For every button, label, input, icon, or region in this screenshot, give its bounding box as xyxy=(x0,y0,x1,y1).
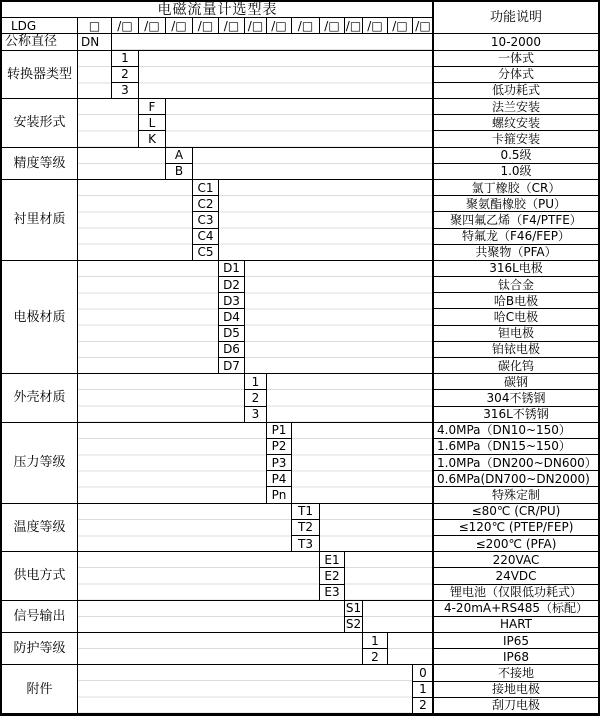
code-cell: 3 xyxy=(245,407,267,423)
model-slash-box-cell: /□ xyxy=(166,18,193,34)
empty-span-cell xyxy=(166,99,434,148)
description-cell: 聚氨酯橡胶（PU） xyxy=(434,196,598,212)
code-cell: P2 xyxy=(267,439,292,455)
description-cell: 0.5级 xyxy=(434,148,598,164)
model-slash-box-cell: /□ xyxy=(112,18,139,34)
code-cell: 1 xyxy=(112,51,139,67)
code-cell: 2 xyxy=(363,649,388,665)
code-cell: 1 xyxy=(363,633,388,649)
empty-span-cell xyxy=(78,633,363,665)
model-slash-box-cell: /□ xyxy=(139,18,166,34)
group-label: 信号输出 xyxy=(2,601,78,633)
code-cell: C4 xyxy=(193,229,219,245)
empty-span-cell xyxy=(219,180,434,261)
model-slash-box-cell: /□ xyxy=(267,18,292,34)
description-cell: 聚四氟乙烯（F4/PTFE） xyxy=(434,212,598,228)
empty-span-cell xyxy=(292,423,434,504)
code-cell: Pn xyxy=(267,487,292,503)
model-slash-box-cell: /□ xyxy=(363,18,388,34)
description-cell: ≤120℃ (PTEP/FEP) xyxy=(434,520,598,536)
description-cell: 铂铱电极 xyxy=(434,342,598,358)
code-cell: T2 xyxy=(292,520,320,536)
description-cell: 哈C电极 xyxy=(434,309,598,325)
description-cell: IP65 xyxy=(434,633,598,649)
description-cell: 10-2000 xyxy=(434,34,598,50)
description-cell: 不接地 xyxy=(434,665,598,681)
code-cell: C1 xyxy=(193,180,219,196)
thick-column-divider xyxy=(432,2,434,714)
description-cell: 碳化钨 xyxy=(434,358,598,374)
code-cell: 2 xyxy=(112,67,139,83)
code-cell: S2 xyxy=(345,617,362,632)
model-slash-box-cell: /□ xyxy=(245,18,267,34)
description-cell: 锂电池（仅限低功耗式） xyxy=(434,585,598,601)
code-cell: L xyxy=(139,115,166,131)
empty-span-cell xyxy=(139,51,434,100)
description-cell: 1.0MPa（DN200~DN600） xyxy=(434,455,598,471)
code-cell: E3 xyxy=(320,585,345,601)
empty-span-cell xyxy=(78,180,193,261)
description-cell: 316L不锈钢 xyxy=(434,407,598,423)
description-cell: 氯丁橡胶（CR） xyxy=(434,180,598,196)
code-cell: C5 xyxy=(193,245,219,261)
empty-span-cell xyxy=(78,423,267,504)
model-slash-box-cell: /□ xyxy=(413,18,434,34)
empty-span-cell xyxy=(193,148,434,180)
code-cell: DN xyxy=(78,34,112,50)
code-cell: S1 xyxy=(345,601,362,616)
description-cell: 4-20mA+RS485（标配） xyxy=(434,601,598,617)
code-cell: D6 xyxy=(219,342,245,358)
description-cell: 分体式 xyxy=(434,67,598,83)
empty-span-cell xyxy=(78,261,219,374)
code-cell: T1 xyxy=(292,504,320,520)
description-cell: ≤200℃ (PFA) xyxy=(434,536,598,552)
group-label: 温度等级 xyxy=(2,504,78,553)
description-cell: 1.0级 xyxy=(434,164,598,180)
empty-span-cell xyxy=(345,552,434,601)
empty-span-cell xyxy=(78,504,292,553)
description-cell: 4.0MPa（DN10~150） xyxy=(434,423,598,439)
code-cell: P3 xyxy=(267,455,292,471)
model-slash-box-cell: /□ xyxy=(345,18,362,33)
group-label: 转换器类型 xyxy=(2,51,78,100)
code-cell: 3 xyxy=(112,83,139,99)
description-cell: 共聚物（PFA） xyxy=(434,245,598,261)
model-prefix-cell: LDG xyxy=(2,18,78,34)
empty-span-cell xyxy=(245,261,434,374)
group-label: 附件 xyxy=(2,665,78,714)
empty-span-cell xyxy=(320,504,434,553)
empty-span-cell xyxy=(78,601,345,633)
code-cell: D3 xyxy=(219,293,245,309)
description-cell: 低功耗式 xyxy=(434,83,598,99)
description-cell: 刮刀电极 xyxy=(434,698,598,714)
code-cell: 2 xyxy=(245,390,267,406)
empty-span-cell xyxy=(78,374,245,423)
model-slash-box-cell: /□ xyxy=(320,18,345,34)
code-cell: 0 xyxy=(413,665,434,681)
code-cell: E1 xyxy=(320,552,345,568)
model-slash-box-cell: /□ xyxy=(193,18,219,34)
description-cell: 特殊定制 xyxy=(434,487,598,503)
group-label: 公称直径 xyxy=(2,34,78,50)
empty-span-cell xyxy=(78,51,112,100)
description-cell: 特氟龙（F46/FEP） xyxy=(434,229,598,245)
code-cell: D2 xyxy=(219,277,245,293)
code-cell: 1 xyxy=(413,682,434,698)
code-cell: 1 xyxy=(245,374,267,390)
description-cell: 304不锈钢 xyxy=(434,390,598,406)
empty-span-cell xyxy=(388,633,434,665)
description-cell: 220VAC xyxy=(434,552,598,568)
code-cell: P4 xyxy=(267,471,292,487)
description-cell: 0.6MPa(DN700~DN2000) xyxy=(434,471,598,487)
code-cell: P1 xyxy=(267,423,292,439)
model-slash-box-cell: /□ xyxy=(219,18,245,34)
description-cell: 螺纹安装 xyxy=(434,115,598,131)
description-cell: 接地电极 xyxy=(434,682,598,698)
group-label: 电极材质 xyxy=(2,261,78,374)
description-cell: 钽电极 xyxy=(434,326,598,342)
model-first-box-cell: □ xyxy=(78,18,112,34)
group-label: 压力等级 xyxy=(2,423,78,504)
description-cell: 哈B电极 xyxy=(434,293,598,309)
empty-span-cell xyxy=(363,601,434,633)
description-cell: 一体式 xyxy=(434,51,598,67)
code-cell: 2 xyxy=(413,698,434,714)
code-cell: A xyxy=(166,148,193,164)
description-cell: HART xyxy=(434,617,598,633)
code-cell: D5 xyxy=(219,326,245,342)
code-cell: K xyxy=(139,131,166,147)
model-slash-box-cell: /□ xyxy=(388,18,413,34)
description-cell: 卡箍安装 xyxy=(434,131,598,147)
code-cell: T3 xyxy=(292,536,320,552)
table-title: 电磁流量计选型表 xyxy=(2,2,434,18)
empty-span-cell xyxy=(78,148,166,180)
code-cell: B xyxy=(166,164,193,180)
model-slash-box-cell: /□ xyxy=(292,18,320,34)
description-cell: 24VDC xyxy=(434,568,598,584)
group-label: 外壳材质 xyxy=(2,374,78,423)
description-cell: 钛合金 xyxy=(434,277,598,293)
description-cell: 1.6MPa（DN15~150） xyxy=(434,439,598,455)
code-cell: D4 xyxy=(219,309,245,325)
empty-span-cell xyxy=(112,34,434,50)
description-cell: 316L电极 xyxy=(434,261,598,277)
code-cell: E2 xyxy=(320,568,345,584)
function-description-header: 功能说明 xyxy=(434,2,598,34)
empty-span-cell xyxy=(78,665,413,714)
group-label: 安装形式 xyxy=(2,99,78,148)
code-cell: C3 xyxy=(193,212,219,228)
code-cell: F xyxy=(139,99,166,115)
code-cell: C2 xyxy=(193,196,219,212)
description-cell: 法兰安装 xyxy=(434,99,598,115)
description-cell: 碳钢 xyxy=(434,374,598,390)
description-cell: IP68 xyxy=(434,649,598,665)
code-cell: D7 xyxy=(219,358,245,374)
code-cell: D1 xyxy=(219,261,245,277)
empty-span-cell xyxy=(267,374,434,423)
group-label: 防护等级 xyxy=(2,633,78,665)
empty-span-cell xyxy=(78,99,139,148)
group-label: 精度等级 xyxy=(2,148,78,180)
group-label: 衬里材质 xyxy=(2,180,78,261)
description-cell: ≤80℃ (CR/PU) xyxy=(434,504,598,520)
empty-span-cell xyxy=(78,552,320,601)
group-label: 供电方式 xyxy=(2,552,78,601)
